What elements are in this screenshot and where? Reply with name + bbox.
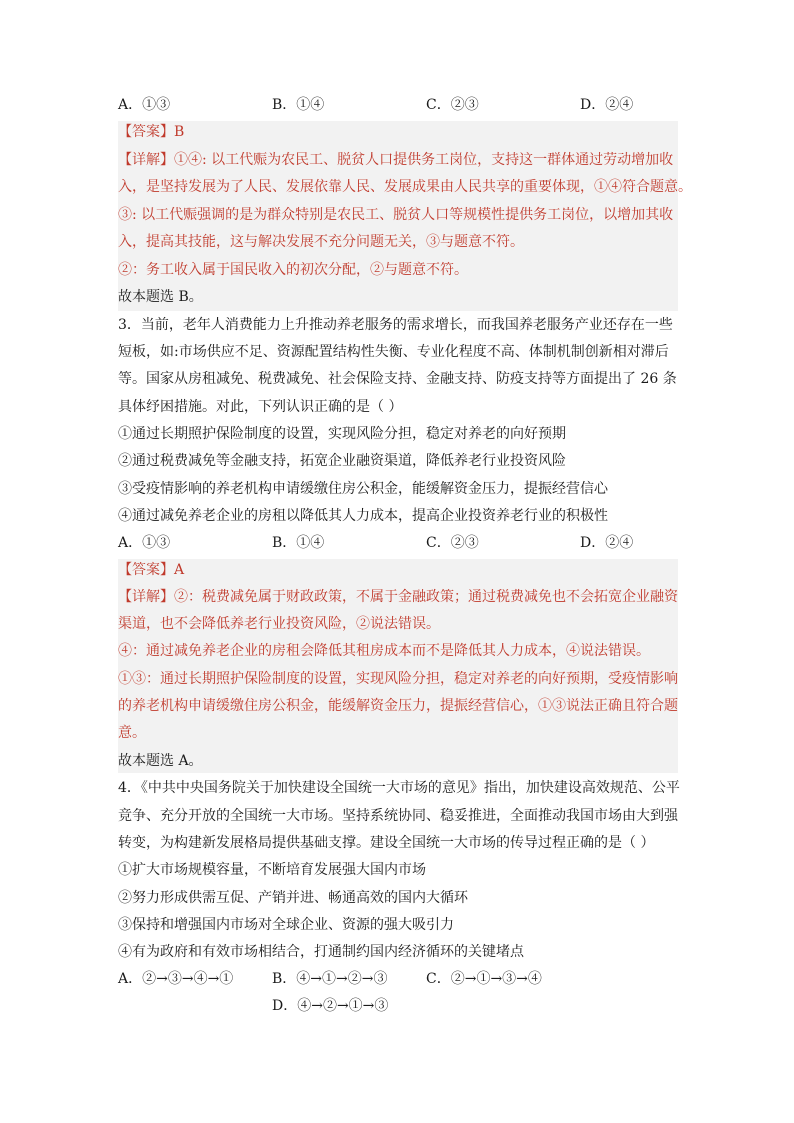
answer-label: 【答案】: [118, 124, 174, 140]
q2-option-a: A．①③: [118, 97, 171, 113]
q3-conclusion: 故本题选 A。: [118, 753, 203, 769]
q3-stem-line-4: 具体纾困措施。对此，下列认识正确的是（ ）: [118, 399, 403, 415]
q3-stem-line-3: 等。国家从房租减免、税费减免、社会保险支持、金融支持、防疫支持等方面提出了 26 条: [118, 371, 677, 387]
answer-label: 【答案】: [118, 562, 174, 578]
answer-value: A: [174, 562, 185, 578]
q3-option-a: A．①③: [118, 535, 171, 551]
q3-item-3: ③受疫情影响的养老机构申请缓缴住房公积金，能缓解资金压力，提振经营信心: [118, 481, 608, 497]
q3-detail-line-2: 渠道，也不会降低养老行业投资风险，②说法错误。: [118, 616, 440, 632]
q3-detail-line-3: ④：通过减免养老企业的房租会降低其租房成本而不是降低其人力成本，④说法错误。: [118, 643, 650, 659]
q4-stem-line-2: 竞争、充分开放的全国统一大市场。坚持系统协同、稳妥推进，全面推动我国市场由大到强: [118, 808, 678, 824]
q4-item-3: ③保持和增强国内市场对全球企业、资源的强大吸引力: [118, 917, 454, 933]
q3-detail-line-5: 的养老机构申请缓缴住房公积金，能缓解资金压力，提振经营信心，①③说法正确且符合题: [118, 698, 678, 714]
q2-option-c: C．②③: [426, 97, 479, 113]
q4-option-a: A．②→③→④→①: [118, 971, 234, 987]
q4-stem-line-1: 4．《中共中央国务院关于加快建设全国统一大市场的意见》指出，加快建设高效规范、公平: [118, 780, 680, 796]
q2-detail-line-5: ②：务工收入属于国民收入的初次分配，②与题意不符。: [118, 262, 468, 278]
q3-item-4: ④通过减免养老企业的房租以降低其人力成本，提高企业投资养老行业的积极性: [118, 508, 608, 524]
q4-option-c: C．②→①→③→④: [426, 971, 542, 987]
q3-option-b: B．①④: [272, 535, 325, 551]
q4-item-2: ②努力形成供需互促、产销并进、畅通高效的国内大循环: [118, 890, 468, 906]
q4-item-4: ④有为政府和有效市场相结合，打通制约国内经济循环的关键堵点: [118, 944, 524, 960]
q4-stem-line-3: 转变，为构建新发展格局提供基础支撑。建设全国统一大市场的传导过程正确的是（ ）: [118, 835, 655, 851]
q2-option-b: B．①④: [272, 97, 325, 113]
q2-answer-line: [118, 122, 184, 142]
q2-option-d: D．②④: [580, 97, 634, 113]
q3-option-c: C．②③: [426, 535, 479, 551]
detail-label: 【详解】: [118, 152, 174, 168]
q3-detail-line-4: ①③：通过长期照护保险制度的设置，实现风险分担，稳定对养老的向好预期，受疫情影响: [118, 671, 678, 687]
q2-detail-line-3: ③: 以工代赈强调的是为群众特别是农民工、脱贫人口等规模性提供务工岗位，以增加其收: [118, 207, 674, 223]
q3-detail-line-1: 【详解】②：税费减免属于财政政策，不属于金融政策；通过税费减免也不会拓宽企业融资: [118, 589, 678, 605]
q4-option-d: D．④→②→①→③: [272, 998, 389, 1014]
q3-stem-line-2: 短板，如:市场供应不足、资源配置结构性失衡、专业化程度不高、体制机制创新相对滞后: [118, 344, 669, 360]
q2-conclusion: 故本题选 B。: [118, 289, 203, 305]
q4-item-1: ①扩大市场规模容量，不断培育发展强大国内市场: [118, 862, 426, 878]
q2-detail-line-4: 入，提高其技能，这与解决发展不充分问题无关，③与题意不符。: [118, 234, 524, 250]
q3-stem-line-1: 3．当前，老年人消费能力上升推动养老服务的需求增长，而我国养老服务产业还存在一些: [118, 317, 673, 333]
q2-detail-line-1: 【详解】①④: 以工代赈为农民工、脱贫人口提供务工岗位，支持这一群体通过劳动增加收: [118, 152, 674, 168]
q2-detail-line-2: 入，是坚持发展为了人民、发展依靠人民、发展成果由人民共享的重要体现，①④符合题意。: [118, 179, 692, 195]
answer-value: B: [174, 124, 185, 140]
q3-option-d: D．②④: [580, 535, 634, 551]
q3-item-1: ①通过长期照护保险制度的设置，实现风险分担，稳定对养老的向好预期: [118, 426, 566, 442]
detail-label: 【详解】: [118, 589, 174, 605]
q3-detail-line-6: 意。: [118, 725, 146, 741]
q3-answer-line: [118, 560, 184, 580]
q3-item-2: ②通过税费减免等金融支持，拓宽企业融资渠道，降低养老行业投资风险: [118, 453, 566, 469]
q4-option-b: B．④→①→②→③: [272, 971, 388, 987]
